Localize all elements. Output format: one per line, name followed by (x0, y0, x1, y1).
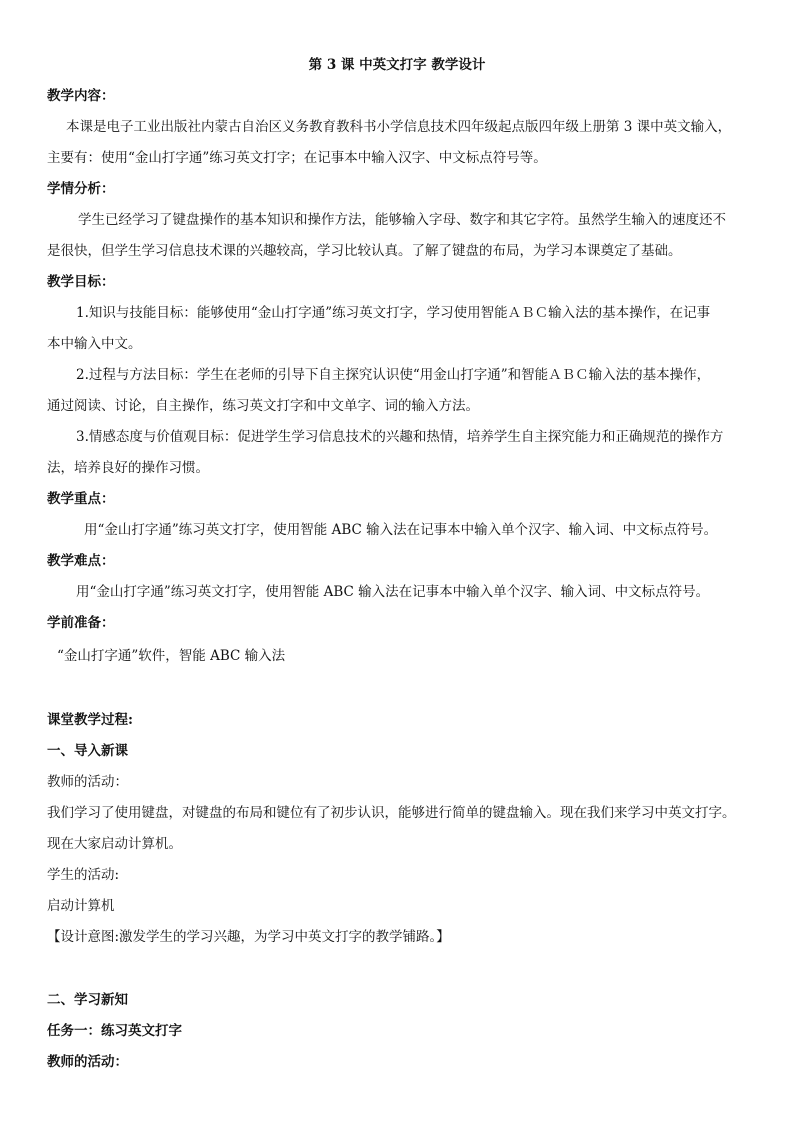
difficult-points-heading: 教学难点： (47, 553, 115, 569)
preparation-paragraph: “金山打字通”软件，智能 ABC 输入法 (57, 648, 286, 664)
key-points-heading: 教学重点： (47, 491, 115, 507)
teacher-activity-line-2: 现在大家启动计算机。 (47, 836, 182, 852)
content-paragraph-line-1: 本课是电子工业出版社内蒙古自治区义务教育教科书小学信息技术四年级起点版四年级上册第 3 课中英文输入， (66, 119, 732, 135)
teacher-activity-line-1: 我们学习了使用键盘，对键盘的布局和键位有了初步认识，能够进行简单的键盘输入。现在我们来学习中英文打字。 (47, 805, 736, 821)
part-2-heading: 二、学习新知 (47, 992, 128, 1008)
student-activity-text: 启动计算机 (47, 898, 115, 914)
key-points-paragraph: 用“金山打字通”练习英文打字，使用智能 ABC 输入法在记事本中输入单个汉字、输入词、中文标点符号。 (84, 522, 718, 538)
design-intent-note: 【设计意图:激发学生的学习兴趣，为学习中英文打字的教学铺路。】 (47, 929, 450, 945)
analysis-paragraph-line-1: 学生已经学习了键盘操作的基本知识和操作方法，能够输入字母、数字和其它字符。虽然学生输入的速度还不 (78, 212, 726, 228)
goal-1-line-2: 本中输入中文。 (47, 336, 142, 352)
goal-3-line-1: 3.情感态度与价值观目标：促进学生学习信息技术的兴趣和热情，培养学生自主探究能力和正确规范的操作方 (76, 429, 724, 445)
content-paragraph-line-2: 主要有：使用“金山打字通”练习英文打字；在记事本中输入汉字、中文标点符号等。 (47, 150, 547, 166)
difficult-points-paragraph: 用“金山打字通”练习英文打字，使用智能 ABC 输入法在记事本中输入单个汉字、输入词、中文标点符号。 (76, 584, 710, 600)
goal-2-line-1: 2.过程与方法目标：学生在老师的引导下自主探究认识使“用金山打字通”和智能ＡＢＣ输入法的基本操作， (76, 367, 711, 383)
analysis-heading: 学情分析： (47, 181, 115, 197)
task-1-heading: 任务一：练习英文打字 (47, 1023, 182, 1039)
preparation-heading: 学前准备： (47, 615, 115, 631)
goal-2-line-2: 通过阅读、讨论，自主操作，练习英文打字和中文单字、词的输入方法。 (47, 398, 479, 414)
document-title: 第 3 课 中英文打字 教学设计 (308, 57, 486, 73)
analysis-paragraph-line-2: 是很快，但学生学习信息技术课的兴趣较高，学习比较认真。了解了键盘的布局，为学习本课奠定了基础。 (47, 243, 682, 259)
goal-3-line-2: 法，培养良好的操作习惯。 (47, 460, 209, 476)
teacher-activity-label: 教师的活动： (47, 774, 128, 790)
goal-1-line-1: 1.知识与技能目标：能够使用“金山打字通”练习英文打字，学习使用智能ＡＢＣ输入法的基本操作，在记事 (76, 305, 711, 321)
student-activity-label: 学生的活动: (47, 867, 120, 883)
part-1-heading: 一、导入新课 (47, 743, 128, 759)
content-heading: 教学内容： (47, 88, 115, 104)
goals-heading: 教学目标： (47, 274, 115, 290)
teacher-activity-label-2: 教师的活动： (47, 1054, 128, 1070)
process-heading: 课堂教学过程: (47, 712, 133, 728)
